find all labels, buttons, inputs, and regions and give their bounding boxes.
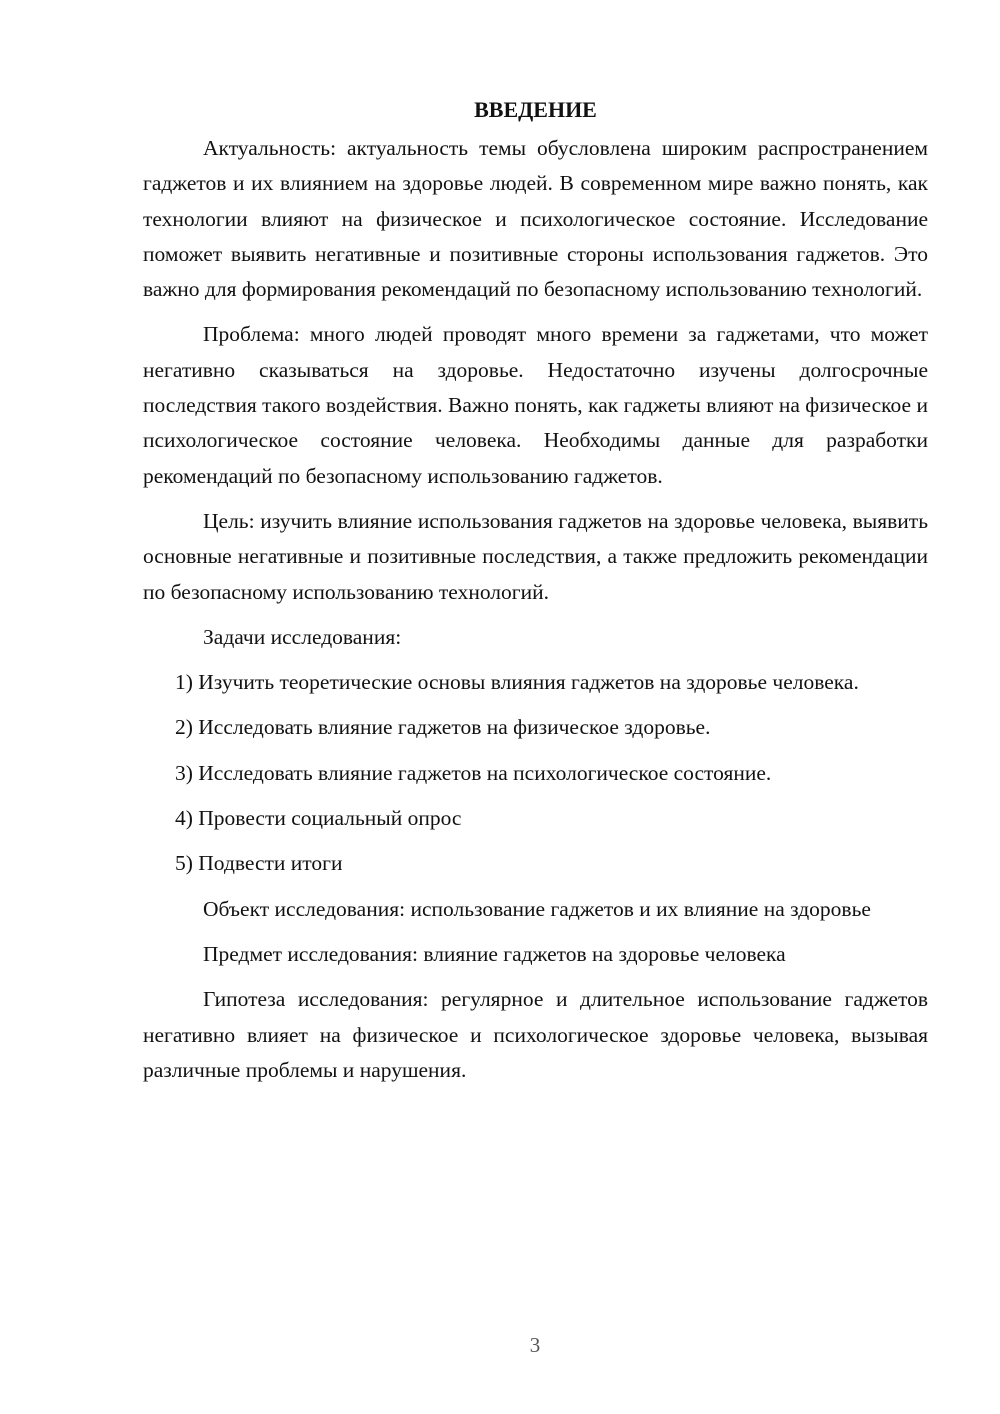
goal-paragraph: Цель: изучить влияние использования гаджетов на здоровье человека, выявить основные негативные и позитивные последствия, а также предложить рекомендации по безопасному использованию технологий. — [143, 508, 928, 604]
page-number: 3 — [529, 1333, 541, 1357]
section-title: ВВЕДЕНИЕ — [474, 97, 597, 122]
task-item-3: 3) Исследовать влияние гаджетов на психологическое состояние. — [175, 760, 772, 785]
relevance-paragraph: Актуальность: актуальность темы обусловлена широким распространением гаджетов и их влиянием на здоровье людей. В современном мире важно понять, как технологии влияют на физическое и психологическое состояние. Исследование поможет выявить негативные и позитивные стороны использования гаджетов. Это важно для формирования рекомендаций по безопасному использованию технологий. — [143, 136, 928, 302]
subject-paragraph: Предмет исследования: влияние гаджетов на здоровье человека — [203, 941, 786, 966]
hypothesis-paragraph: Гипотеза исследования: регулярное и длительное использование гаджетов негативно влияет на физическое и психологическое здоровье человека, вызывая различные проблемы и нарушения. — [143, 987, 928, 1082]
task-item-2: 2) Исследовать влияние гаджетов на физическое здоровье. — [175, 715, 711, 740]
tasks-heading: Задачи исследования: — [203, 624, 402, 649]
task-item-5: 5) Подвести итоги — [175, 851, 343, 876]
task-item-1: 1) Изучить теоретические основы влияния гаджетов на здоровье человека. — [175, 670, 859, 695]
object-paragraph: Объект исследования: использование гаджетов и их влияние на здоровье — [203, 896, 871, 921]
task-item-4: 4) Провести социальный опрос — [175, 806, 462, 831]
document-page — [143, 92, 928, 1098]
problem-paragraph: Проблема: много людей проводят много времени за гаджетами, что может негативно сказываться на здоровье. Недостаточно изучены долгосрочные последствия такого воздействия. Важно понять, как гаджеты влияют на физическое и психологическое состояние человека. Необходимы данные для разработки рекомендаций по безопасному использованию гаджетов. — [143, 322, 928, 488]
